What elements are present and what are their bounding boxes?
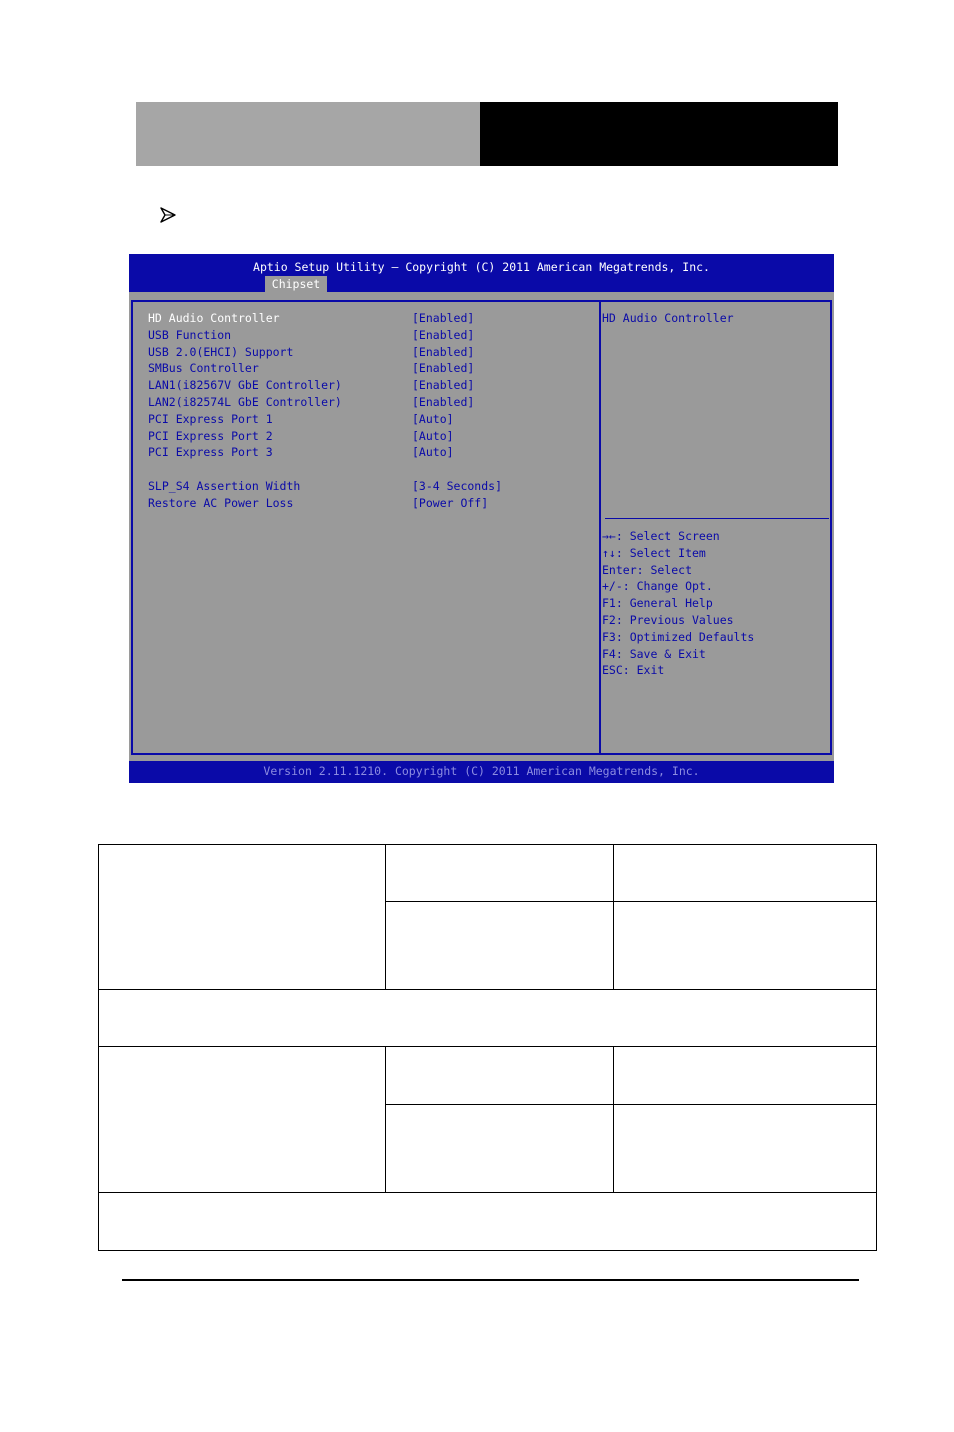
setting-pci-express-port-1[interactable] <box>148 412 588 429</box>
setting-label: HD Audio Controller <box>148 311 280 325</box>
table-cell <box>99 1193 877 1251</box>
setting-list <box>148 311 588 513</box>
key-help-line: ESC: Exit <box>602 663 665 678</box>
footer-rule <box>122 1279 859 1281</box>
bios-title: Aptio Setup Utility – Copyright (C) 2011 American Megatrends, Inc. <box>253 260 710 274</box>
key-help-line: ↑↓: Select Item <box>602 545 706 560</box>
setting-slp-s4-assertion-width[interactable] <box>148 479 588 496</box>
key-help-list <box>602 529 754 680</box>
setting-lan2-controller[interactable] <box>148 395 588 412</box>
table-cell <box>386 845 614 902</box>
table-cell <box>99 990 877 1047</box>
table-cell <box>99 1047 386 1193</box>
bios-screen <box>129 254 834 783</box>
help-separator <box>605 518 829 519</box>
setting-label: USB Function <box>148 327 232 342</box>
header-banner-right <box>480 102 838 166</box>
setting-value[interactable]: [Auto] <box>412 428 454 443</box>
setting-label: SMBus Controller <box>148 361 259 376</box>
bios-title-bar <box>129 254 834 292</box>
setting-value[interactable]: [Auto] <box>412 411 454 426</box>
setting-value[interactable]: [Enabled] <box>412 327 475 342</box>
setting-label: LAN1(i82567V GbE Controller) <box>148 378 342 393</box>
bios-panel-divider <box>599 302 601 753</box>
setting-restore-ac-power-loss[interactable] <box>148 496 588 513</box>
table-cell <box>614 1105 877 1193</box>
table-cell <box>614 1047 877 1105</box>
table-cell <box>386 902 614 990</box>
setting-value[interactable]: [Enabled] <box>412 378 475 393</box>
setting-label: USB 2.0(EHCI) Support <box>148 344 294 359</box>
key-help-line: F2: Previous Values <box>602 612 734 627</box>
setting-value[interactable]: [Enabled] <box>412 361 475 376</box>
setting-lan1-controller[interactable] <box>148 378 588 395</box>
bios-status-bar <box>129 761 834 783</box>
setting-pci-express-port-2[interactable] <box>148 429 588 446</box>
setting-pci-express-port-3[interactable] <box>148 445 588 462</box>
setting-value[interactable]: [Enabled] <box>412 344 475 359</box>
setting-value[interactable]: [Auto] <box>412 445 454 460</box>
setting-label: SLP_S4 Assertion Width <box>148 478 301 493</box>
item-help-text: HD Audio Controller <box>602 311 734 325</box>
key-help-line: Enter: Select <box>602 562 693 577</box>
setting-label: Restore AC Power Loss <box>148 495 294 510</box>
key-help-line: →←: Select Screen <box>602 529 720 543</box>
setting-value[interactable]: [Enabled] <box>412 311 475 325</box>
setting-smbus-controller[interactable] <box>148 361 588 378</box>
setting-label: PCI Express Port 3 <box>148 445 273 460</box>
table-cell <box>386 1047 614 1105</box>
setting-hd-audio-controller[interactable] <box>148 311 588 328</box>
setting-value[interactable]: [Power Off] <box>412 495 489 510</box>
tab-chipset[interactable]: Chipset <box>265 276 327 292</box>
setting-usb-function[interactable] <box>148 328 588 345</box>
key-help-line: F1: General Help <box>602 596 713 611</box>
table-cell <box>614 902 877 990</box>
header-banner-left <box>136 102 480 166</box>
key-help-line: +/-: Change Opt. <box>602 579 713 594</box>
setting-label: PCI Express Port 2 <box>148 428 273 443</box>
table-cell <box>614 845 877 902</box>
bios-version: Version 2.11.1210. Copyright (C) 2011 American Megatrends, Inc. <box>263 764 700 778</box>
setting-spacer <box>148 462 588 479</box>
arrow-bullet-icon <box>158 205 178 225</box>
setting-value[interactable]: [Enabled] <box>412 394 475 409</box>
setting-value[interactable]: [3-4 Seconds] <box>412 478 503 493</box>
setting-label: LAN2(i82574L GbE Controller) <box>148 394 342 409</box>
setting-label: PCI Express Port 1 <box>148 411 273 426</box>
table-cell <box>386 1105 614 1193</box>
options-table <box>98 844 877 1251</box>
table-cell <box>99 845 386 990</box>
key-help-line: F3: Optimized Defaults <box>602 629 755 644</box>
setting-usb-ehci-support[interactable] <box>148 345 588 362</box>
key-help-line: F4: Save & Exit <box>602 646 706 661</box>
